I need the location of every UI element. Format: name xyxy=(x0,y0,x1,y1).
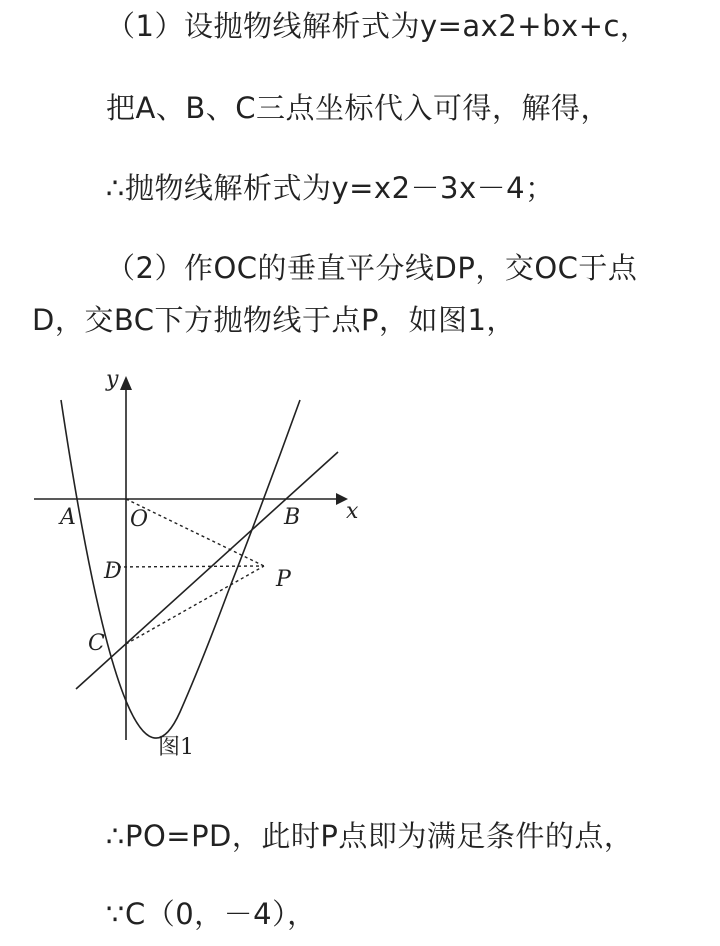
figure-caption: 图1 xyxy=(158,735,194,760)
label-x-axis: x xyxy=(346,499,359,524)
text-line-4: （2）作OC的垂直平分线DP，交OC于点 xyxy=(106,251,638,285)
parabola-curve xyxy=(61,400,300,738)
text-line-7: ∵C（0，－4）， xyxy=(106,897,317,931)
label-point-o: O xyxy=(130,507,149,532)
text-line-3: ∴抛物线解析式为y=x2－3x－4； xyxy=(106,171,555,205)
parabola-figure xyxy=(30,362,370,772)
label-point-p: P xyxy=(276,567,291,592)
text-line-6: ∴PO=PD，此时P点即为满足条件的点， xyxy=(106,819,634,853)
label-point-c: C xyxy=(88,631,105,656)
label-point-a: A xyxy=(60,505,76,530)
text-line-5: D，交BC下方抛物线于点P，如图1， xyxy=(32,303,516,337)
segment-dp xyxy=(112,566,264,567)
label-point-d: D xyxy=(104,559,122,584)
segment-cp xyxy=(126,566,264,644)
label-point-b: B xyxy=(284,505,301,530)
label-y-axis: y xyxy=(106,367,119,392)
text-line-2: 把A、B、C三点坐标代入可得，解得， xyxy=(106,91,610,125)
text-line-1: （1）设抛物线解析式为y=ax2+bx+c， xyxy=(106,9,650,43)
y-axis-arrow xyxy=(120,376,132,390)
